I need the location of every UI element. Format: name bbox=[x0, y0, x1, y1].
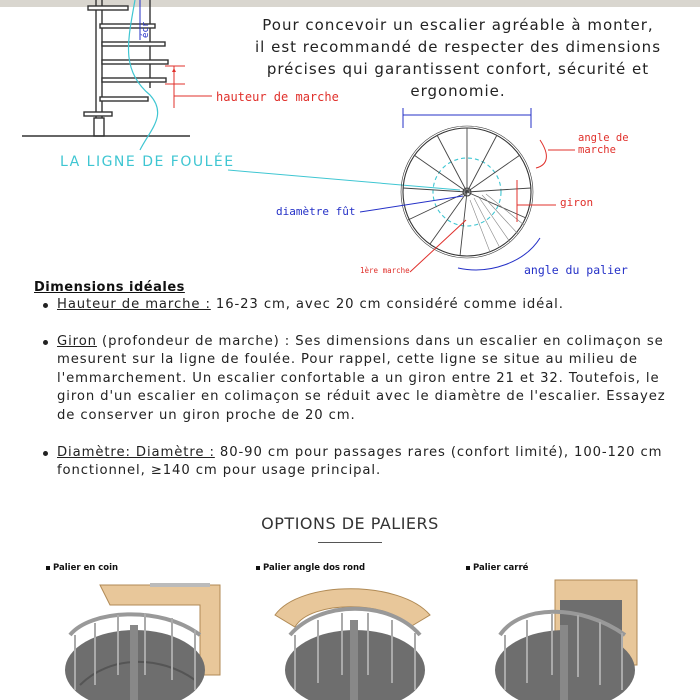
item-text: (profondeur de marche) : Ses dimensions dans un escalier en colimaçon se mesurent sur la ligne de foulée. Pour rappel, cette ligne se situe au milieu de l'emmarchement. Un escalier confortable a un giron entre 21 et 32. Toutefois, le giron d'un escalier en colimaçon se réduit avec le diamètre de l'escalier. Essayez de conserver un giron proche de 20 cm. bbox=[57, 333, 666, 423]
options-title: OPTIONS DE PALIERS bbox=[261, 514, 439, 533]
intro-line: Pour concevoir un escalier agréable à monter, bbox=[262, 16, 654, 34]
angle-de-marche-line1: angle de bbox=[578, 132, 629, 144]
list-item bbox=[40, 296, 670, 315]
options-divider bbox=[318, 542, 382, 543]
intro-line: ergonomie. bbox=[410, 82, 506, 100]
item-term: Diamètre: Diamètre : bbox=[57, 444, 215, 460]
item-text: 80-90 cm pour passages rares (confort limité), 100-120 cm fonctionnel, ≥140 cm pour usage principal. bbox=[57, 444, 663, 479]
item-term: Hauteur de marche : bbox=[57, 297, 211, 312]
hauteur-marche-label: hauteur de marche bbox=[216, 90, 339, 104]
bullet-dot bbox=[43, 303, 48, 308]
giron-label: giron bbox=[560, 196, 594, 209]
intro-line: précises qui garantissent confort, sécurité et bbox=[266, 60, 650, 78]
item-text: 16-23 cm, avec 20 cm considéré comme idéal. bbox=[210, 297, 564, 312]
list-item bbox=[40, 333, 670, 426]
ecart-label: écr bbox=[141, 21, 151, 38]
landing-hatch bbox=[470, 194, 524, 252]
angle-de-marche-line2: marche bbox=[578, 144, 616, 156]
diametre-fut-label: diamètre fût bbox=[276, 205, 356, 218]
option-label-coin: Palier en coin bbox=[46, 563, 118, 573]
bullet-dot bbox=[43, 340, 48, 345]
angle-de-marche-label bbox=[578, 132, 629, 156]
angle-palier-label: angle du palier bbox=[524, 263, 628, 277]
dimensions-list bbox=[40, 296, 670, 499]
option-label-dos-rond: Palier angle dos rond bbox=[256, 563, 365, 573]
hauteur-dimension bbox=[165, 66, 212, 108]
illustration-palier-carre bbox=[495, 580, 637, 700]
landing-illustrations bbox=[0, 575, 700, 700]
premiere-marche-label: 1ère marche bbox=[360, 266, 410, 275]
plan-treads bbox=[403, 128, 531, 256]
dimensions-title: Dimensions idéales bbox=[34, 280, 185, 295]
intro-line: il est recommandé de respecter des dimensions bbox=[254, 38, 662, 56]
intro-paragraph bbox=[238, 14, 678, 102]
illustration-palier-coin bbox=[65, 583, 220, 700]
list-item bbox=[40, 444, 670, 481]
option-label-carre: Palier carré bbox=[466, 563, 528, 573]
item-term: Giron bbox=[57, 333, 97, 349]
ligne-foulee-label: LA LIGNE DE FOULÉE bbox=[60, 154, 235, 170]
bullet-dot bbox=[43, 451, 48, 456]
illustration-palier-dos-rond bbox=[275, 589, 430, 700]
stair-elevation bbox=[22, 0, 190, 136]
